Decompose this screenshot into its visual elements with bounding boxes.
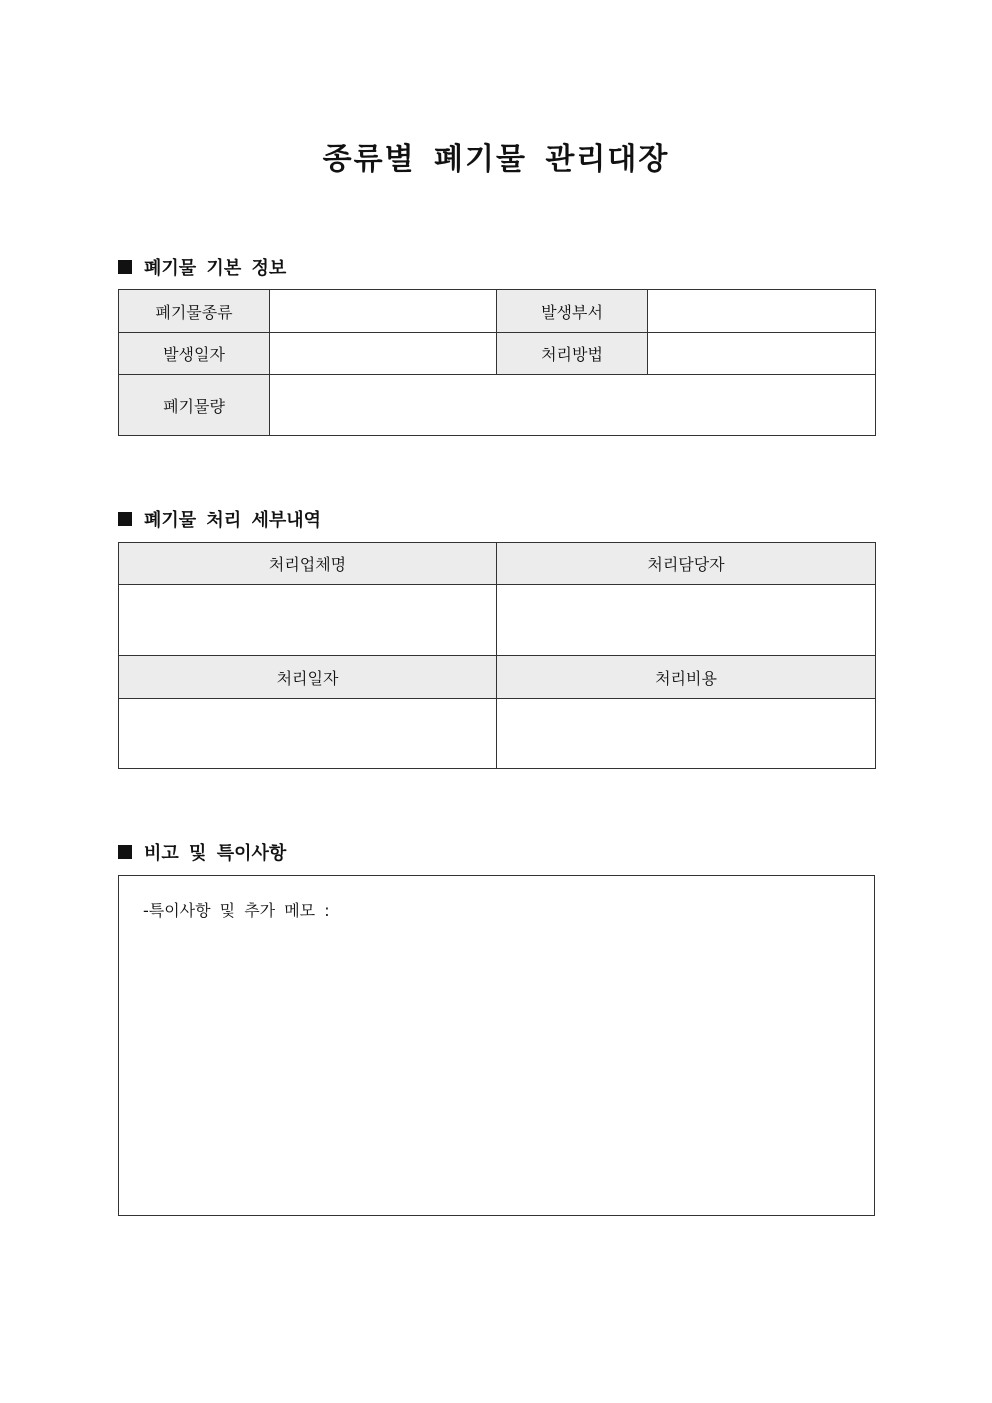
square-bullet-icon [118, 260, 132, 274]
waste-amount-label: 폐기물량 [119, 375, 270, 436]
remarks-memo-field[interactable] [118, 875, 875, 1216]
processing-details-table [118, 542, 876, 769]
section-heading-basic-info [118, 254, 286, 280]
manager-label: 처리담당자 [497, 543, 876, 585]
table-row [119, 585, 876, 656]
section-heading-remarks [118, 839, 286, 865]
occurrence-date-label: 발생일자 [119, 333, 270, 375]
department-field[interactable] [648, 290, 876, 333]
waste-type-field[interactable] [270, 290, 497, 333]
company-name-label: 처리업체명 [119, 543, 497, 585]
square-bullet-icon [118, 845, 132, 859]
processing-cost-field[interactable] [497, 699, 876, 769]
square-bullet-icon [118, 512, 132, 526]
section-heading-processing-details [118, 506, 321, 532]
section-heading-label: 폐기물 기본 정보 [144, 258, 287, 279]
waste-type-label: 폐기물종류 [119, 290, 270, 333]
manager-field[interactable] [497, 585, 876, 656]
waste-amount-field[interactable] [270, 375, 876, 436]
company-name-field[interactable] [119, 585, 497, 656]
table-row [119, 375, 876, 436]
table-row [119, 333, 876, 375]
processing-method-field[interactable] [648, 333, 876, 375]
memo-label: -특이사항 및 추가 메모 : [143, 901, 330, 920]
processing-method-label: 처리방법 [497, 333, 648, 375]
section-heading-label: 폐기물 처리 세부내역 [144, 510, 322, 531]
basic-info-table [118, 289, 876, 436]
table-row [119, 290, 876, 333]
table-row [119, 543, 876, 585]
table-row [119, 699, 876, 769]
table-row [119, 656, 876, 699]
department-label: 발생부서 [497, 290, 648, 333]
processing-date-field[interactable] [119, 699, 497, 769]
processing-date-label: 처리일자 [119, 656, 497, 699]
processing-cost-label: 처리비용 [497, 656, 876, 699]
occurrence-date-field[interactable] [270, 333, 497, 375]
section-heading-label: 비고 및 특이사항 [144, 843, 287, 864]
page-title: 종류별 폐기물 관리대장 [322, 142, 670, 177]
